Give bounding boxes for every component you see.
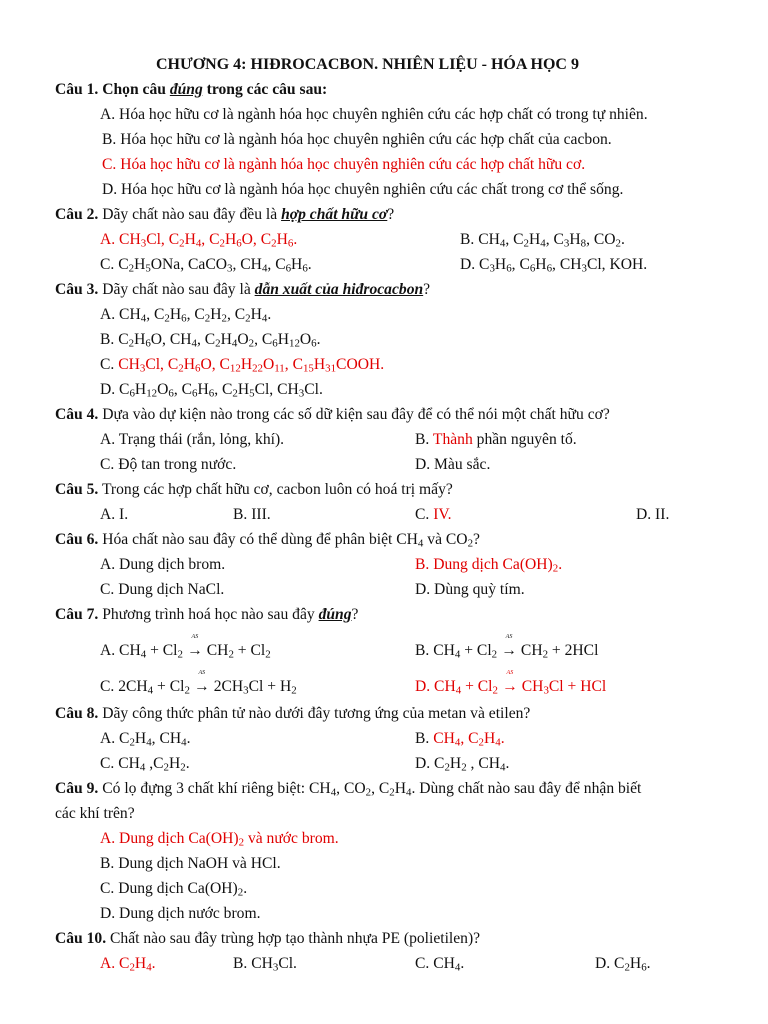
q7-option-a: A. $CH_4 + Cl_2$ → AS $CH_2 + Cl_2$ <box>100 634 271 661</box>
question-6: Câu 6. Hóa chất nào sau đây có thể dùng để phân biệt $CH_4$ và $CO_2$? <box>55 531 480 550</box>
q10-option-d: D. $C_2H_6$. <box>595 955 651 974</box>
q9-option-c: C. Dung dịch $Ca(OH)_2$. <box>100 880 248 899</box>
question-3: Câu 3. Dãy chất nào sau đây là dẫn xuất của hiđrocacbon? <box>55 281 431 298</box>
q7-option-b: B. $CH_4 + Cl_2$ → AS $CH_2 + 2HCl$ <box>415 634 599 661</box>
q8-option-a: A. $C_2H_4$, $CH_4$. <box>100 730 191 749</box>
q6-option-d: D. Dùng quỳ tím. <box>415 581 525 598</box>
q8-option-b: B. $CH_4$, $C_2H_4$. <box>415 730 505 749</box>
question-7: Câu 7. Phương trình hoá học nào sau đây đúng? <box>55 606 359 623</box>
q1-option-b: B. Hóa học hữu cơ là ngành hóa học chuyên nghiên cứu các hợp chất của cacbon. <box>102 131 612 148</box>
q4-option-c: C. Độ tan trong nước. <box>100 456 237 473</box>
q4-option-a: A. Trạng thái (rắn, lỏng, khí). <box>100 431 285 448</box>
q4-option-d: D. Màu sắc. <box>415 456 491 473</box>
q2-option-a: A. $CH_3Cl$, $C_2H_4$, $C_2H_6O$, $C_2H_6$. <box>100 231 298 250</box>
q5-option-d: D. II. <box>636 506 670 523</box>
q8-option-d: D. $C_2H_2$ , $CH_4$. <box>415 755 510 774</box>
q9-option-a: A. Dung dịch $Ca(OH)_2$ và nước brom. <box>100 830 339 849</box>
q1-option-d: D. Hóa học hữu cơ là ngành hóa học chuyên nghiên cứu các chất trong cơ thể sống. <box>102 181 624 198</box>
question-5: Câu 5. Trong các hợp chất hữu cơ, cacbon luôn có hoá trị mấy? <box>55 481 453 498</box>
q1-option-a: A. Hóa học hữu cơ là ngành hóa học chuyên nghiên cứu các hợp chất có trong tự nhiên. <box>100 106 648 123</box>
q3-option-c: C. $CH_3Cl$, $C_2H_6O$, $C_{12}H_{22}O_{11}$, $C_{15}H_{31}COOH$. <box>100 356 385 375</box>
page-title: CHƯƠNG 4: HIĐROCACBON. NHIÊN LIỆU - HÓA HỌC 9 <box>156 56 579 73</box>
q3-option-b: B. $C_2H_6O$, $CH_4$, $C_2H_4O_2$, $C_6H_{12}O_6$. <box>100 331 321 350</box>
q5-option-c: C. IV. <box>415 506 452 523</box>
q4-option-b: B. Thành phần nguyên tố. <box>415 431 577 448</box>
q7-option-d: D. $CH_4 + Cl_2$ → AS $CH_3Cl$ + HCl <box>415 670 607 697</box>
q10-option-c: C. $CH_4$. <box>415 955 465 974</box>
q2-option-b: B. $CH_4$, $C_2H_4$, $C_3H_8$, $CO_2$. <box>460 231 625 250</box>
q8-option-c: C. $CH_4$ $,C_2H_2$. <box>100 755 190 774</box>
q6-option-c: C. Dung dịch NaCl. <box>100 581 225 598</box>
q3-option-d: D. $C_6H_{12}O_6$, $C_6H_6$, $C_2H_5Cl$, $CH_3Cl$. <box>100 381 323 400</box>
q3-option-a: A. $CH_4$, $C_2H_6$, $C_2H_2$, $C_2H_4$. <box>100 306 272 325</box>
question-9-cont: các khí trên? <box>55 805 135 822</box>
q9-option-b: B. Dung dịch NaOH và HCl. <box>100 855 281 872</box>
q2-option-c: C. $C_2H_5ONa$, CaCO$_3$, $CH_4$, $C_6H_6$. <box>100 256 312 275</box>
question-1: Câu 1. Chọn câu đúng trong các câu sau: <box>55 81 328 98</box>
question-8: Câu 8. Dãy công thức phân tử nào dưới đây tương ứng của metan và etilen? <box>55 705 531 722</box>
question-4: Câu 4. Dựa vào dự kiện nào trong các số dữ kiện sau đây để có thể nói một chất hữu cơ? <box>55 406 610 423</box>
q6-option-a: A. Dung dịch brom. <box>100 556 226 573</box>
question-9: Câu 9. Có lọ đựng 3 chất khí riêng biệt: $CH_4$, $CO_2$, $C_2H_4$. Dùng chất nào sau đây để nhận biết <box>55 780 642 799</box>
q1-option-c: C. Hóa học hữu cơ là ngành hóa học chuyên nghiên cứu các hợp chất hữu cơ. <box>102 156 586 173</box>
question-10: Câu 10. Chất nào sau đây trùng hợp tạo thành nhựa PE (polietilen)? <box>55 930 481 947</box>
q9-option-d: D. Dung dịch nước brom. <box>100 905 261 922</box>
q2-option-d: D. $C_3H_6$, $C_6H_6$, $CH_3Cl$, KOH. <box>460 256 648 275</box>
q10-option-a: A. $C_2H_4$. <box>100 955 156 974</box>
q5-option-a: A. I. <box>100 506 129 523</box>
question-2: Câu 2. Dãy chất nào sau đây đều là hợp chất hữu cơ? <box>55 206 395 223</box>
q6-option-b: B. Dung dịch $Ca(OH)_2$. <box>415 556 563 575</box>
q7-option-c: C. $2CH_4 + Cl_2$ → AS $2CH_3Cl + H_2$ <box>100 670 297 697</box>
q10-option-b: B. $CH_3Cl$. <box>233 955 297 974</box>
q5-option-b: B. III. <box>233 506 271 523</box>
